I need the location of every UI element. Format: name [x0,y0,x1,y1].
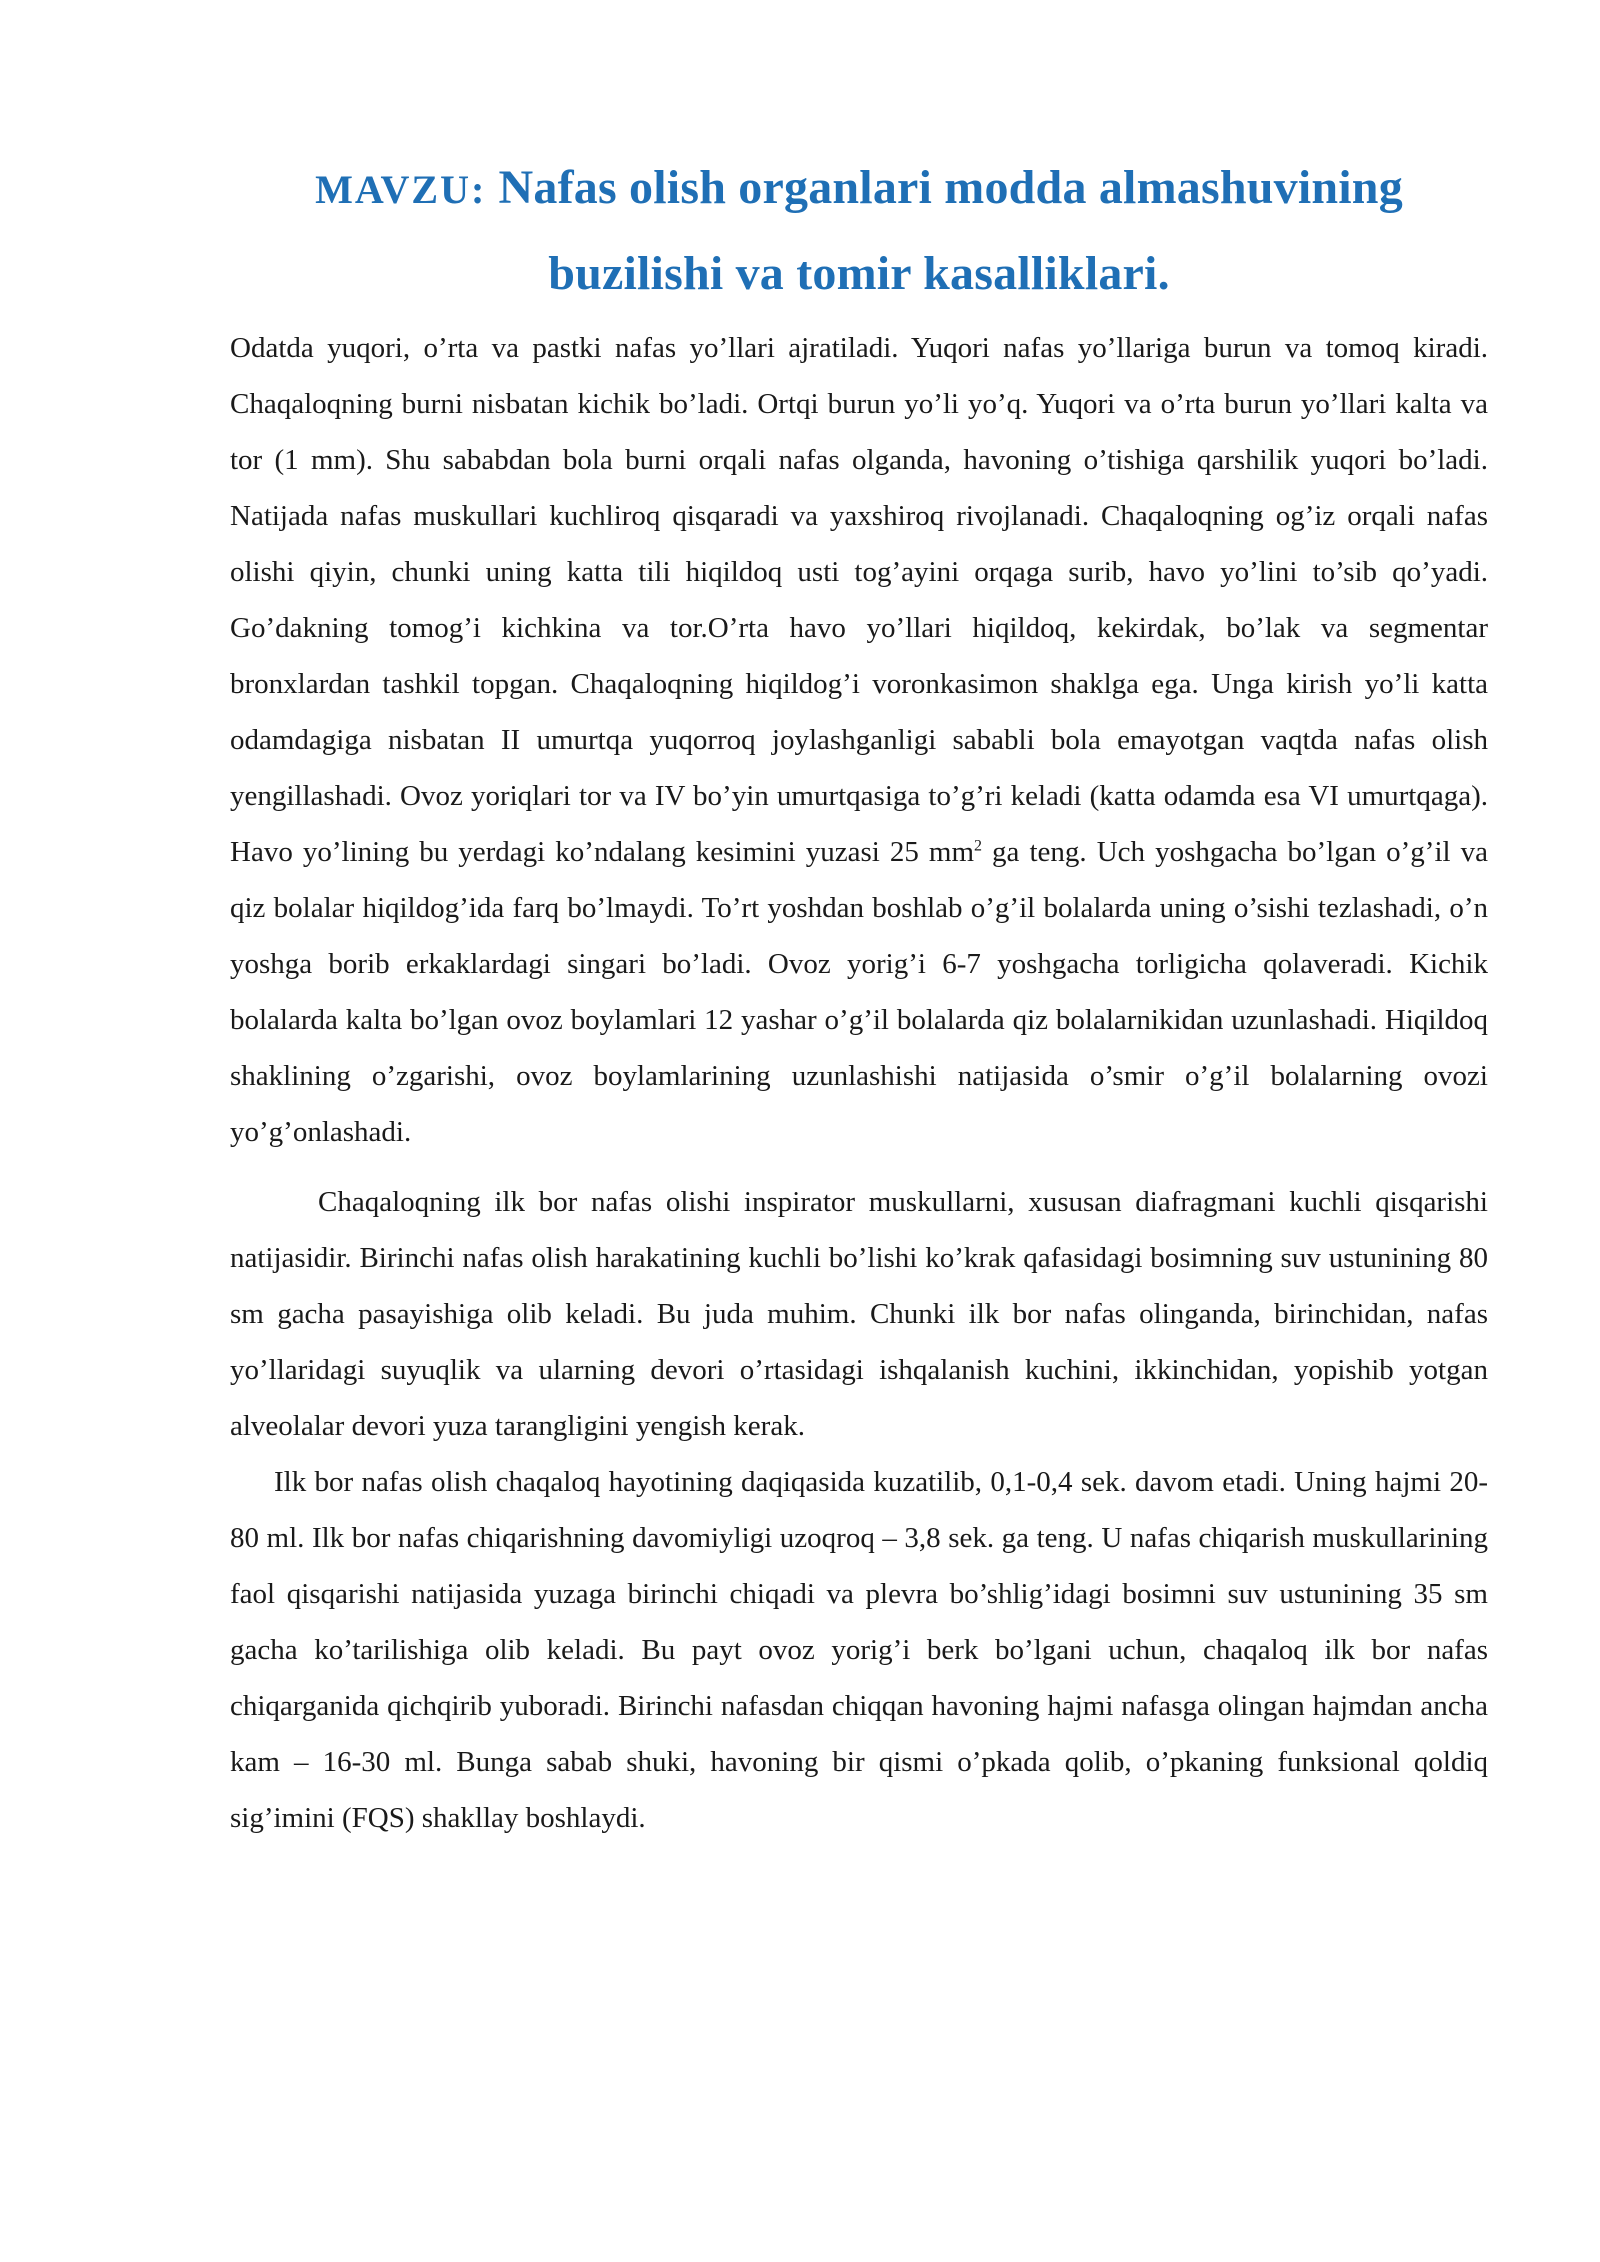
paragraph-1-part-2: ga teng. Uch yoshgacha bo’lgan o’g’il va qiz bolalar hiqildog’ida farq bo’lmaydi. To’rt yoshdan boshlab o’g’il bolalarda uning o’sishi tezlashadi, o’n yoshga borib erkaklardagi singari bo’ladi. Ovoz yorig’i 6-7 yoshgacha torligicha qolaveradi. Kichik bolalarda kalta bo’lgan ovoz boylamlari 12 yashar o’g’il bolalarda qiz bolalarnikidan uzunlashadi. Hiqildoq shaklining o’zgarishi, ovoz boylamlarining uzunlashishi natijasida o’smir o’g’il bolalarning ovozi yo’g’onlashadi. [230,836,1488,1148]
superscript-2: 2 [974,837,983,855]
paragraph-1-part-1: Odatda yuqori, o’rta va pastki nafas yo’llari ajratiladi. Yuqori nafas yo’llariga burun va tomoq kiradi. Chaqaloqning burni nisbatan kichik bo’ladi. Ortqi burun yo’li yo’q. Yuqori va o’rta burun yo’llari kalta va tor (1 mm). Shu sababdan bola burni orqali nafas olganda, havoning o’tishiga qarshilik yuqori bo’ladi. Natijada nafas muskullari kuchliroq qisqaradi va yaxshiroq rivojlanadi. Chaqaloqning og’iz orqali nafas olishi qiyin, chunki uning katta tili hiqildoq usti tog’ayini orqaga surib, havo yo’lini to’sib qo’yadi. Go’dakning tomog’i kichkina va tor.O’rta havo yo’llari hiqildoq, kekirdak, bo’lak va segmentar bronxlardan tashkil topgan. Chaqaloqning hiqildog’i voronkasimon shaklga ega. Unga kirish yo’li katta odamdagiga nisbatan II umurtqa yuqorroq joylashganligi sababli bola emayotgan vaqtda nafas olish yengillashadi. Ovoz yoriqlari tor va IV bo’yin umurtqasiga to’g’ri keladi (katta odamda esa VI umurtqaga). Havo yo’lining bu yerdagi ko’ndalang kesimini yuzasi 25 mm [230,332,1488,868]
title-prefix: MAVZU: [315,167,487,212]
paragraph-1 [230,320,1488,1160]
document-page [230,146,1488,1846]
paragraph-2: Chaqaloqning ilk bor nafas olishi inspirator muskullarni, xususan diafragmani kuchli qisqarishi natijasidir. Birinchi nafas olish harakatining kuchli bo’lishi ko’krak qafasidagi bosimning suv ustunining 80 sm gacha pasayishiga olib keladi. Bu juda muhim. Chunki ilk bor nafas olinganda, birinchidan, nafas yo’llaridagi suyuqlik va ularning devori o’rtasidagi ishqalanish kuchini, ikkinchidan, yopishib yotgan alveolalar devori yuza tarangligini yengish kerak. [230,1186,1488,1442]
paragraph-3: Ilk bor nafas olish chaqaloq hayotining daqiqasida kuzatilib, 0,1-0,4 sek. davom etadi. Uning hajmi 20-80 ml. Ilk bor nafas chiqarishning davomiyligi uzoqroq – 3,8 sek. ga teng. U nafas chiqarish muskullarining faol qisqarishi natijasida yuzaga birinchi chiqadi va plevra bo’shlig’idagi bosimni suv ustunining 35 sm gacha ko’tarilishiga olib keladi. Bu payt ovoz yorig’i berk bo’lgani uchun, chaqaloq ilk bor nafas chiqarganida qichqirib yuboradi. Birinchi nafasdan chiqqan havoning hajmi nafasga olingan hajmdan ancha kam – 16-30 ml. Bunga sabab shuki, havoning bir qismi o’pkada qolib, o’pkaning funksional qoldiq sig’imini (FQS) shakllay boshlaydi. [230,1466,1488,1834]
title-text: Nafas olish organlari modda almashuvining buzilishi va tomir kasalliklari. [486,161,1403,300]
document-title [230,146,1488,316]
